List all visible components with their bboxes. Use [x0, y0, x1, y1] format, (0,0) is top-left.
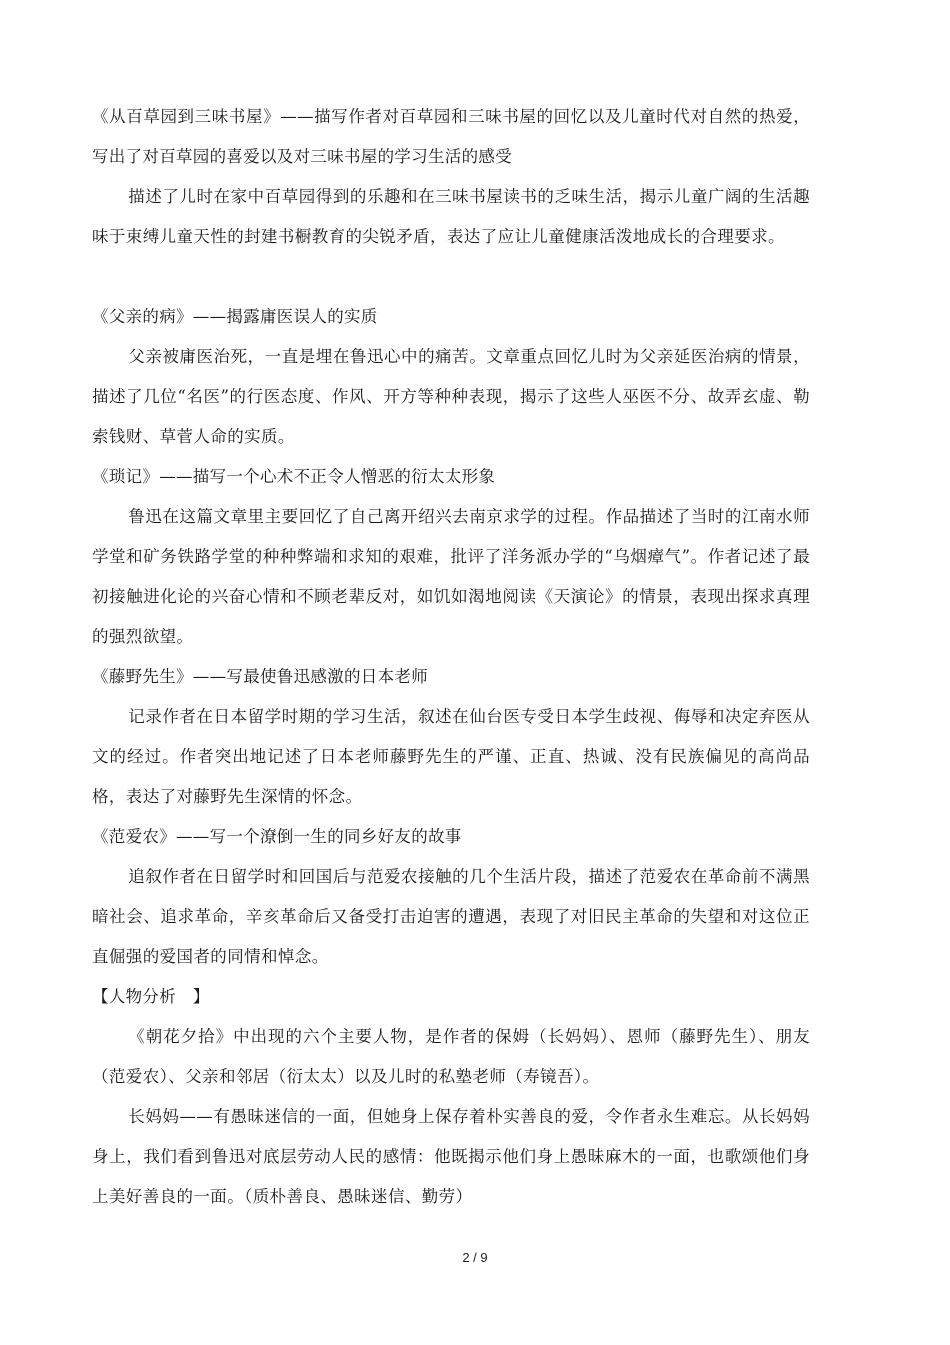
section-body-tengye: 记录作者在日本留学时期的学习生活，叙述在仙台医专受日本学生歧视、侮辱和决定弃医从文的经过。作者突出地记述了日本老师藤野先生的严谨、正直、热诚、没有民族偏见的高尚品格，表达了对藤野先生深情的怀念。 — [92, 707, 810, 806]
section-body-fanainong: 追叙作者在日留学时和回国后与范爱农接触的几个生活片段，描述了范爱农在革命前不满黑暗社会、追求革命，辛亥革命后又备受打击迫害的遭遇，表现了对旧民主革命的失望和对这位正直倔强的爱国者的同情和悼念。 — [92, 867, 810, 966]
section-heading-baicaoyuan: 《从百草园到三味书屋》——描写作者对百草园和三味书屋的回忆以及儿童时代对自然的热爱，写出了对百草园的喜爱以及对三味书屋的学习生活的感受 — [92, 107, 810, 166]
page-number: 2 / 9 — [462, 1250, 488, 1265]
section-body-fuqin: 父亲被庸医治死，一直是埋在鲁迅心中的痛苦。文章重点回忆儿时为父亲延医治病的情景，描述了几位“名医”的行医态度、作风、开方等种种表现，揭示了这些人巫医不分、故弄玄虚、勒索钱财、草菅人命的实质。 — [92, 347, 810, 446]
section-heading-suoji: 《琐记》——描写一个心术不正令人憎恶的衍太太形象 — [92, 467, 496, 486]
analysis-changmama: 长妈妈——有愚昧迷信的一面，但她身上保存着朴实善良的爱，令作者永生难忘。从长妈妈身上，我们看到鲁迅对底层劳动人民的感情：他既揭示他们身上愚昧麻木的一面，也歌颂他们身上美好善良的一面。（质朴善良、愚昧迷信、勤劳） — [92, 1107, 810, 1206]
section-body-baicaoyuan: 描述了儿时在家中百草园得到的乐趣和在三味书屋读书的乏味生活，揭示儿童广阔的生活趣味于束缚儿童天性的封建书橱教育的尖锐矛盾，表达了应让儿童健康活泼地成长的合理要求。 — [92, 187, 810, 246]
section-heading-fanainong: 《范爱农》——写一个潦倒一生的同乡好友的故事 — [92, 827, 462, 846]
analysis-intro: 《朝花夕拾》中出现的六个主要人物，是作者的保姆（长妈妈）、恩师（藤野先生）、朋友（范爱农）、父亲和邻居（衍太太）以及儿时的私塾老师（寿镜吾）。 — [92, 1027, 810, 1086]
section-heading-tengye: 《藤野先生》——写最使鲁迅感激的日本老师 — [92, 667, 428, 686]
section-body-suoji: 鲁迅在这篇文章里主要回忆了自己离开绍兴去南京求学的过程。作品描述了当时的江南水师学堂和矿务铁路学堂的种种弊端和求知的艰难，批评了洋务派办学的“乌烟瘴气”。作者记述了最初接触进化论的兴奋心情和不顾老辈反对，如饥如渴地阅读《天演论》的情景，表现出探求真理的强烈欲望。 — [92, 507, 810, 646]
section-heading-fuqin: 《父亲的病》——揭露庸医误人的实质 — [92, 307, 378, 326]
analysis-heading: 【人物分析 】 — [92, 987, 210, 1006]
